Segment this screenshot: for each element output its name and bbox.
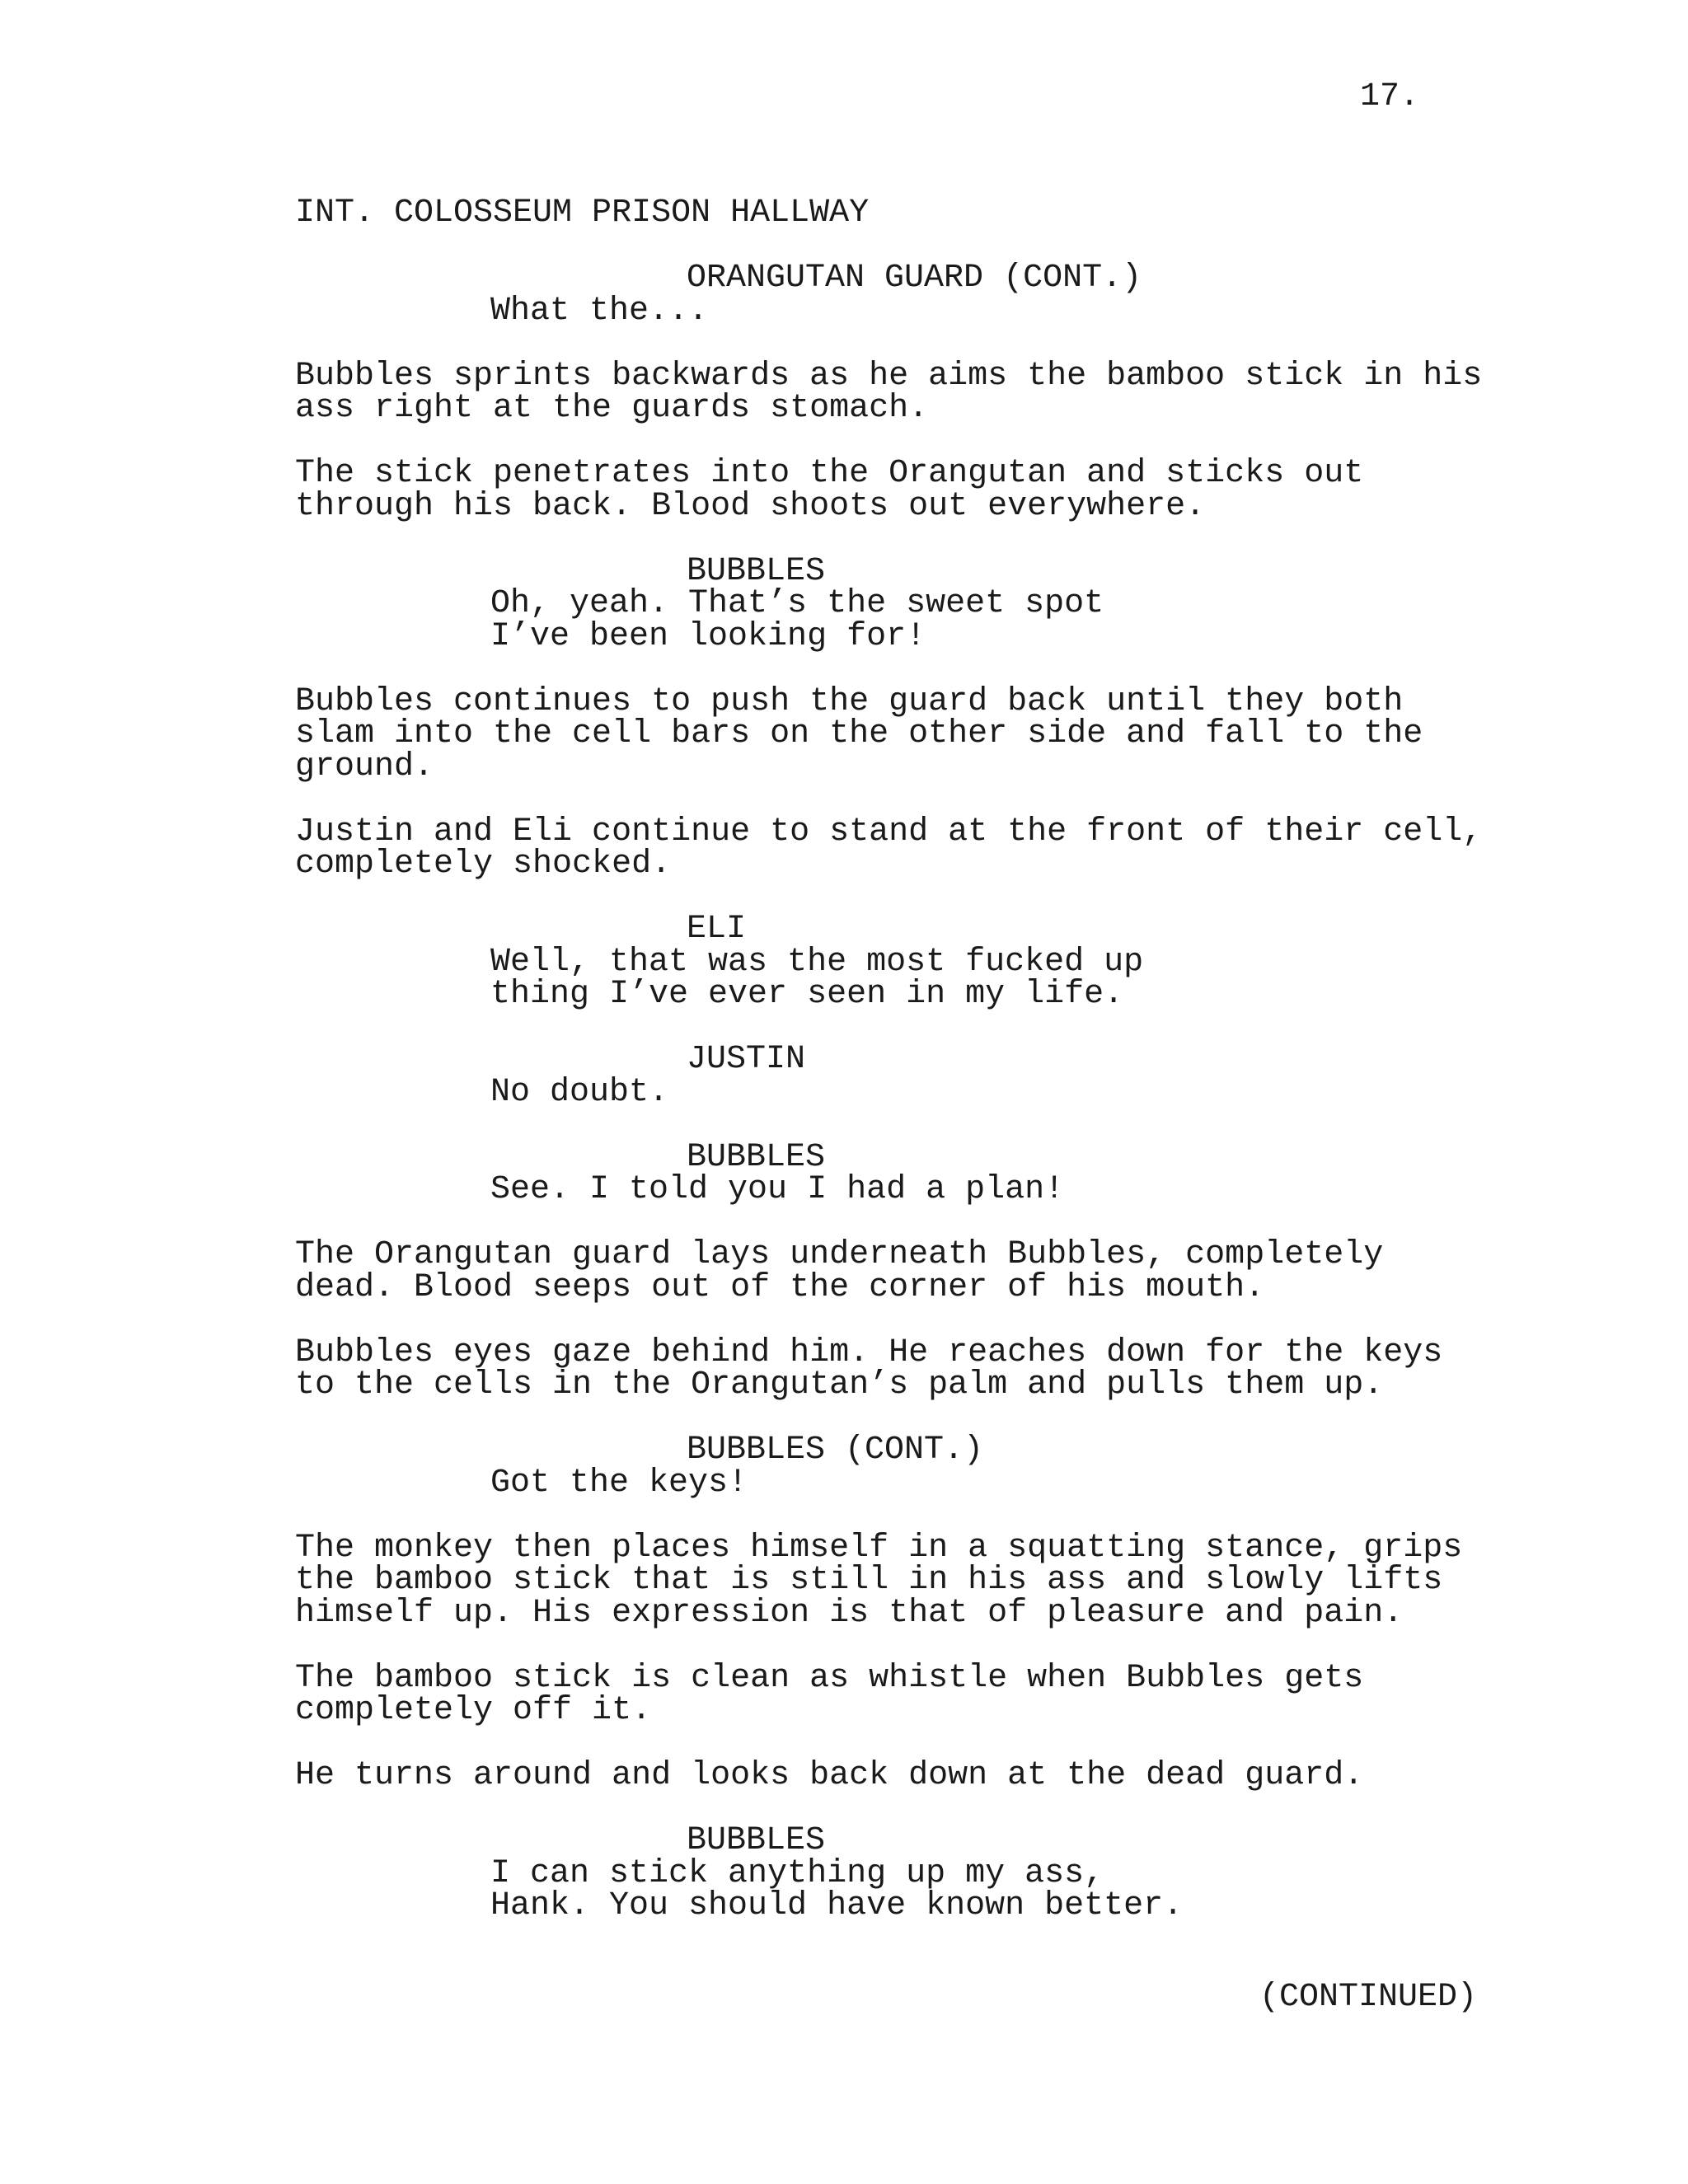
dialogue-line: thing I’ve ever seen in my life. bbox=[490, 976, 1124, 1013]
dialogue-line: Oh, yeah. That’s the sweet spot bbox=[490, 585, 1104, 622]
action-line: Bubbles eyes gaze behind him. He reaches down for the keys bbox=[295, 1334, 1443, 1371]
dialogue-line: What the... bbox=[490, 293, 709, 330]
continued-marker: (CONTINUED) bbox=[1259, 1979, 1478, 2016]
dialogue-line: Hank. You should have known better. bbox=[490, 1887, 1184, 1924]
action-line: The monkey then places himself in a squatting stance, grips bbox=[295, 1530, 1463, 1567]
action-line: He turns around and looks back down at the dead guard. bbox=[295, 1757, 1364, 1794]
dialogue-line: Got the keys! bbox=[490, 1465, 748, 1502]
action-line: The bamboo stick is clean as whistle when Bubbles gets bbox=[295, 1660, 1364, 1697]
action-line: The Orangutan guard lays underneath Bubbles, completely bbox=[295, 1236, 1384, 1273]
dialogue-line: I’ve been looking for! bbox=[490, 618, 926, 655]
character-name: JUSTIN bbox=[687, 1041, 806, 1078]
action-line: completely shocked. bbox=[295, 846, 672, 883]
action-line: the bamboo stick that is still in his ass and slowly lifts bbox=[295, 1562, 1443, 1599]
action-line: himself up. His expression is that of pleasure and pain. bbox=[295, 1595, 1404, 1632]
action-line: to the cells in the Orangutan’s palm and pulls them up. bbox=[295, 1366, 1384, 1404]
character-name: ELI bbox=[687, 911, 747, 948]
scene-heading: INT. COLOSSEUM PRISON HALLWAY bbox=[295, 194, 870, 232]
action-line: through his back. Blood shoots out everywhere. bbox=[295, 488, 1206, 525]
character-name: BUBBLES bbox=[687, 1139, 826, 1176]
page-number: 17. bbox=[1360, 78, 1420, 115]
action-line: The stick penetrates into the Orangutan and sticks out bbox=[295, 455, 1364, 492]
dialogue-line: No doubt. bbox=[490, 1074, 669, 1111]
dialogue-line: See. I told you I had a plan! bbox=[490, 1171, 1065, 1208]
action-line: Bubbles sprints backwards as he aims the bamboo stick in his bbox=[295, 358, 1483, 395]
dialogue-line: Well, that was the most fucked up bbox=[490, 944, 1144, 981]
action-line: Justin and Eli continue to stand at the front of their cell, bbox=[295, 813, 1483, 851]
character-name: BUBBLES (CONT.) bbox=[687, 1432, 984, 1469]
character-name: BUBBLES bbox=[687, 1822, 826, 1859]
action-line: dead. Blood seeps out of the corner of his mouth. bbox=[295, 1269, 1265, 1306]
action-line: ground. bbox=[295, 748, 434, 785]
action-line: slam into the cell bars on the other side and fall to the bbox=[295, 715, 1423, 752]
action-line: Bubbles continues to push the guard back until they both bbox=[295, 683, 1404, 720]
dialogue-line: I can stick anything up my ass, bbox=[490, 1855, 1104, 1892]
action-line: ass right at the guards stomach. bbox=[295, 390, 929, 427]
character-name: BUBBLES bbox=[687, 553, 826, 590]
character-name: ORANGUTAN GUARD (CONT.) bbox=[687, 260, 1142, 297]
action-line: completely off it. bbox=[295, 1692, 652, 1729]
